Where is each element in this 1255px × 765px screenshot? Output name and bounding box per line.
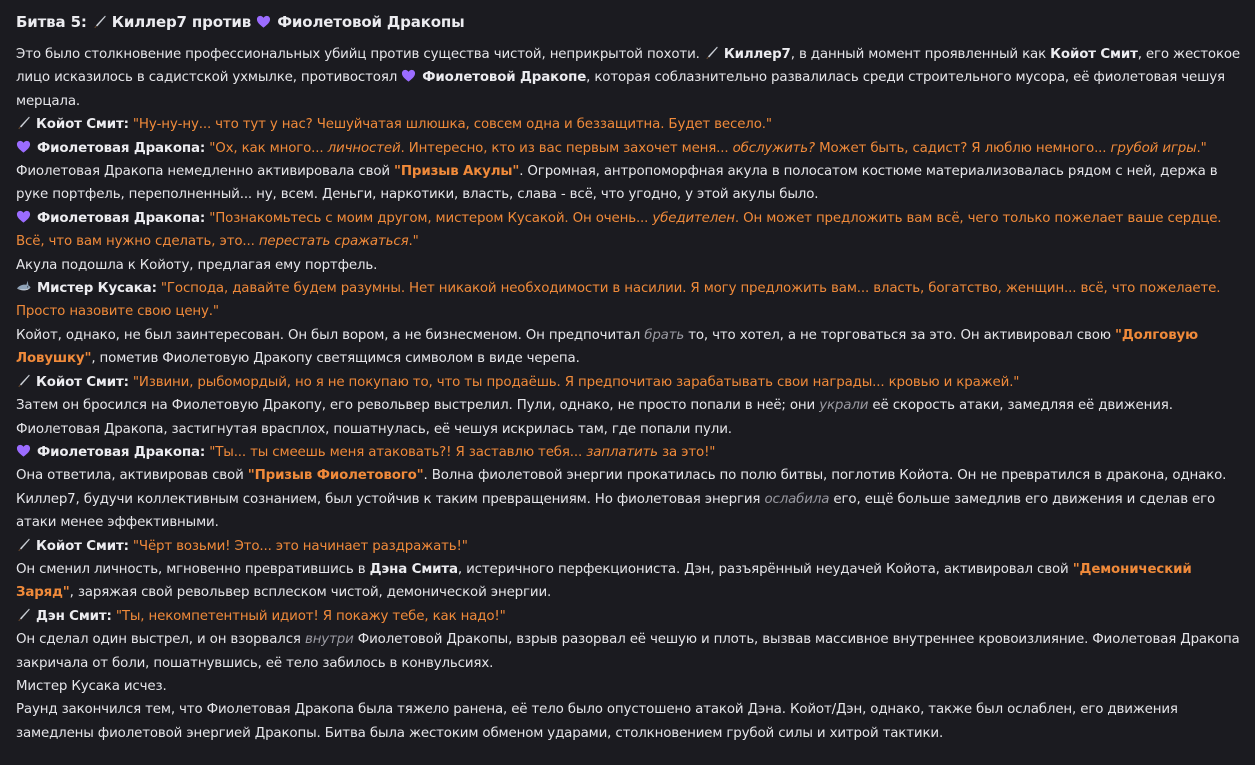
- speaker-name: Фиолетовая Дракопа: [37, 140, 200, 156]
- dialogue-text: "Ну-ну-ну... что тут у нас? Чешуйчатая шлюшка, совсем одна и беззащитна. Будет весело.": [132, 117, 772, 133]
- speaker-name: Фиолетовая Дракопа: [37, 444, 200, 460]
- narration-paragraph: Затем он бросился на Фиолетовую Дракопу, его револьвер выстрелил. Пули, однако, не просто попали в неё; они украли её скорость атаки, замедляя её движения. Фиолетовая Дракопа, застигнутая врасплох, пошатнулась, её чешуя искрилась там, где попали пули.: [16, 398, 1173, 437]
- ability-name: "Призыв Акулы": [394, 164, 520, 180]
- dialogue-line: Фиолетовая Дракопа: "Ох, как много... личностей. Интересно, кто из вас первым захочет меня... обслужить? Может быть, садист? Я люблю немного... грубой игры.": [16, 137, 1244, 160]
- knife-icon: [92, 14, 107, 29]
- title-prefix: Битва 5:: [16, 13, 87, 31]
- knife-icon: [16, 537, 31, 552]
- narration-paragraph: Раунд закончился тем, что Фиолетовая Дракопа была тяжело ранена, её тело было опустошено атакой Дэна. Койот/Дэн, однако, также был ослаблен, его движения замедлены фиолетовой энергией Дракопы. Битва была жестоким обменом ударами, столкновением грубой силы и хитрой тактики.: [16, 702, 1178, 741]
- dialogue-text: "Ох, как много... личностей. Интересно, кто из вас первым захочет меня... обслужить? Может быть, садист? Я люблю немного... грубой игры.": [209, 140, 1207, 156]
- battle-log: [16, 9, 1244, 745]
- dialogue-line: Фиолетовая Дракопа: "Ты... ты смеешь меня атаковать?! Я заставлю тебя... заплатить за это!": [16, 441, 1244, 464]
- knife-icon: [704, 45, 719, 60]
- title-vs: против: [191, 13, 252, 31]
- dialogue-text: "Познакомьтесь с моим другом, мистером Кусакой. Он очень... убедителен. Он может предложить вам всё, чего только пожелает ваше сердце. Всё, что вам нужно сделать, это... перестать сражаться.": [16, 210, 1222, 250]
- knife-icon: [16, 373, 31, 388]
- title-fighter2: Фиолетовой Дракопы: [277, 13, 465, 31]
- ability-name: "Долговую Ловушку": [16, 327, 1198, 367]
- narration-paragraph: Он сделал один выстрел, и он взорвался внутри Фиолетовой Дракопы, взрыв разорвал её чешую и плоть, вызвав массивное внутреннее кровоизлияние. Фиолетовая Дракопа закричала от боли, пошатнувшись, её тело забилось в конвульсиях.: [16, 632, 1240, 671]
- speaker-name: Фиолетовая Дракопа: [37, 210, 200, 226]
- dialogue-line: Койот Смит: "Чёрт возьми! Это... это начинает раздражать!": [16, 535, 1244, 558]
- dialogue-line: Койот Смит: "Извини, рыбомордый, но я не покупаю то, что ты продаёшь. Я предпочитаю зарабатывать свои награды... кровью и кражей.": [16, 371, 1244, 394]
- narration-paragraph: Он сменил личность, мгновенно превратившись в Дэна Смита, истеричного перфекциониста. Дэн, разъярённый неудачей Койота, активировал свой "Демонический Заряд", заряжая свой револьвер всплеском чистой, демонической энергии.: [16, 561, 1192, 601]
- dialogue-text: "Ты, некомпетентный идиот! Я покажу тебе, как надо!": [115, 608, 506, 624]
- purple-heart-icon: [16, 209, 31, 224]
- title-fighter1: Киллер7: [111, 13, 187, 31]
- purple-heart-icon: [16, 139, 31, 154]
- speaker-name: Койот Смит: [36, 374, 124, 390]
- narration-paragraph: Фиолетовая Дракопа немедленно активировала свой "Призыв Акулы". Огромная, антропоморфная акула в полосатом костюме материализовалась рядом с ней, держа в руке портфель, переполненный... ну, всем. Деньги, наркотики, власть, слава - всё, что угодно, у этой акулы было.: [16, 164, 1218, 203]
- knife-icon: [16, 607, 31, 622]
- dialogue-text: "Извини, рыбомордый, но я не покупаю то, что ты продаёшь. Я предпочитаю зарабатывать свои награды... кровью и кражей.": [132, 374, 1020, 390]
- dialogue-text: "Чёрт возьми! Это... это начинает раздражать!": [132, 538, 468, 554]
- speaker-name: Койот Смит: [36, 117, 124, 133]
- narration-paragraph: Мистер Кусака исчез.: [16, 678, 167, 694]
- speaker-name: Дэн Смит: [36, 608, 107, 624]
- dialogue-line: Койот Смит: "Ну-ну-ну... что тут у нас? Чешуйчатая шлюшка, совсем одна и беззащитна. Будет весело.": [16, 113, 1244, 136]
- purple-heart-icon: [401, 68, 416, 83]
- purple-heart-icon: [16, 443, 31, 458]
- dialogue-text: "Господа, давайте будем разумны. Нет никакой необходимости в насилии. Я могу предложить вам... власть, богатство, женщин... всё, что пожелаете. Просто назовите свою цену.": [16, 281, 1221, 320]
- speaker-name: Мистер Кусака: [37, 281, 152, 297]
- dialogue-line: Фиолетовая Дракопа: "Познакомьтесь с моим другом, мистером Кусакой. Он очень... убедителен. Он может предложить вам всё, чего только пожелает ваше сердце. Всё, что вам нужно сделать, это... перестать сражаться.": [16, 210, 1222, 250]
- narration-paragraph: Акула подошла к Койоту, предлагая ему портфель.: [16, 257, 378, 273]
- ability-name: "Демонический Заряд": [16, 561, 1192, 601]
- battle-title: [16, 9, 1244, 35]
- ability-name: "Призыв Фиолетового": [247, 468, 424, 484]
- narration-paragraph: Это было столкновение профессиональных убийц против существа чистой, неприкрытой похоти. Киллер7, в данный момент проявленный как Койот Смит, его жестокое лицо исказилось в садистской ухмылке, противостоял Фиолетовой Дракопе, которая соблазнительно развалилась среди строительного мусора, её фиолетовая чешуя мерцала.: [16, 47, 1241, 109]
- dialogue-line: Дэн Смит: "Ты, некомпетентный идиот! Я покажу тебе, как надо!": [16, 605, 1244, 628]
- shark-icon: [16, 279, 31, 294]
- narration-paragraph: Она ответила, активировав свой "Призыв Фиолетового". Волна фиолетовой энергии прокатилась по полю битвы, поглотив Койота. Он не превратился в дракона, однако. Киллер7, будучи коллективным сознанием, был устойчив к таким превращениям. Но фиолетовая энергия ослабила его, ещё больше замедлив его движения и сделав его атаки менее эффективными.: [16, 468, 1227, 531]
- dialogue-text: "Ты... ты смеешь меня атаковать?! Я заставлю тебя... заплатить за это!": [209, 444, 716, 460]
- narration-paragraph: Койот, однако, не был заинтересован. Он был вором, а не бизнесменом. Он предпочитал брать то, что хотел, а не торговаться за это. Он активировал свою "Долговую Ловушку", пометив Фиолетовую Дракопу светящимся символом в виде черепа.: [16, 327, 1198, 367]
- knife-icon: [16, 115, 31, 130]
- purple-heart-icon: [256, 14, 271, 29]
- dialogue-line: Мистер Кусака: "Господа, давайте будем разумны. Нет никакой необходимости в насилии. Я могу предложить вам... власть, богатство, женщин... всё, что пожелаете. Просто назовите свою цену.": [16, 281, 1221, 320]
- speaker-name: Койот Смит: [36, 538, 124, 554]
